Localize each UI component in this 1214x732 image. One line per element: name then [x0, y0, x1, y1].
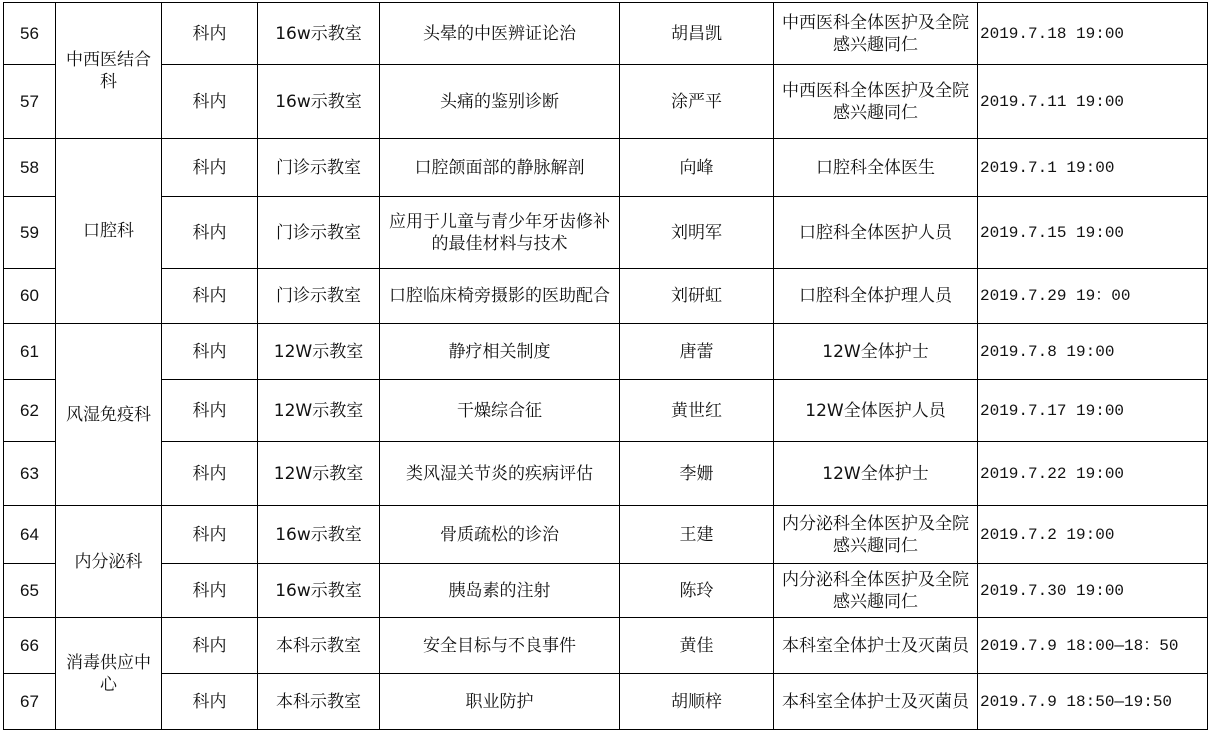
audience: 内分泌科全体医护及全院感兴趣同仁 [774, 506, 978, 564]
datetime: 2019.7.17 19:00 [978, 380, 1208, 442]
speaker: 李姗 [620, 442, 774, 506]
datetime: 2019.7.9 18:00—18：50 [978, 618, 1208, 674]
department-cell: 消毒供应中心 [56, 618, 162, 730]
department-cell: 中西医结合科 [56, 3, 162, 139]
datetime: 2019.7.22 19:00 [978, 442, 1208, 506]
table-row [4, 442, 1208, 506]
location: 本科示教室 [258, 674, 380, 730]
datetime: 2019.7.15 19:00 [978, 197, 1208, 269]
location: 12W示教室 [258, 324, 380, 380]
audience: 12W全体护士 [774, 324, 978, 380]
topic: 胰岛素的注射 [380, 564, 620, 618]
department-cell: 内分泌科 [56, 506, 162, 618]
location: 门诊示教室 [258, 139, 380, 197]
audience: 12W全体医护人员 [774, 380, 978, 442]
location: 16w示教室 [258, 564, 380, 618]
datetime: 2019.7.8 19:00 [978, 324, 1208, 380]
table-row [4, 65, 1208, 139]
speaker: 涂严平 [620, 65, 774, 139]
department-cell: 风湿免疫科 [56, 324, 162, 506]
table-row [4, 564, 1208, 618]
training-type: 科内 [162, 197, 258, 269]
datetime: 2019.7.11 19:00 [978, 65, 1208, 139]
row-number: 57 [4, 65, 56, 139]
training-type: 科内 [162, 564, 258, 618]
topic: 应用于儿童与青少年牙齿修补的最佳材料与技术 [380, 197, 620, 269]
datetime: 2019.7.30 19:00 [978, 564, 1208, 618]
audience: 本科室全体护士及灭菌员 [774, 618, 978, 674]
location: 12W示教室 [258, 380, 380, 442]
topic: 类风湿关节炎的疾病评估 [380, 442, 620, 506]
training-type: 科内 [162, 65, 258, 139]
datetime: 2019.7.1 19:00 [978, 139, 1208, 197]
row-number: 65 [4, 564, 56, 618]
location: 16w示教室 [258, 506, 380, 564]
training-type: 科内 [162, 380, 258, 442]
row-number: 60 [4, 269, 56, 324]
topic: 口腔颌面部的静脉解剖 [380, 139, 620, 197]
table-row [4, 324, 1208, 380]
row-number: 64 [4, 506, 56, 564]
datetime: 2019.7.18 19:00 [978, 3, 1208, 65]
speaker: 陈玲 [620, 564, 774, 618]
audience: 12W全体护士 [774, 442, 978, 506]
audience: 口腔科全体医护人员 [774, 197, 978, 269]
topic: 安全目标与不良事件 [380, 618, 620, 674]
row-number: 56 [4, 3, 56, 65]
speaker: 向峰 [620, 139, 774, 197]
table-row [4, 197, 1208, 269]
row-number: 63 [4, 442, 56, 506]
row-number: 61 [4, 324, 56, 380]
speaker: 胡昌凯 [620, 3, 774, 65]
training-type: 科内 [162, 269, 258, 324]
location: 16w示教室 [258, 3, 380, 65]
training-type: 科内 [162, 3, 258, 65]
audience: 口腔科全体护理人员 [774, 269, 978, 324]
training-type: 科内 [162, 506, 258, 564]
datetime: 2019.7.2 19:00 [978, 506, 1208, 564]
speaker: 黄世红 [620, 380, 774, 442]
topic: 头痛的鉴别诊断 [380, 65, 620, 139]
training-type: 科内 [162, 139, 258, 197]
speaker: 刘研虹 [620, 269, 774, 324]
table-row [4, 618, 1208, 674]
row-number: 62 [4, 380, 56, 442]
audience: 本科室全体护士及灭菌员 [774, 674, 978, 730]
topic: 职业防护 [380, 674, 620, 730]
topic: 干燥综合征 [380, 380, 620, 442]
audience: 中西医科全体医护及全院感兴趣同仁 [774, 3, 978, 65]
datetime: 2019.7.29 19：00 [978, 269, 1208, 324]
location: 16w示教室 [258, 65, 380, 139]
row-number: 67 [4, 674, 56, 730]
topic: 口腔临床椅旁摄影的医助配合 [380, 269, 620, 324]
topic: 静疗相关制度 [380, 324, 620, 380]
row-number: 59 [4, 197, 56, 269]
table-row [4, 506, 1208, 564]
speaker: 唐蕾 [620, 324, 774, 380]
topic: 头晕的中医辨证论治 [380, 3, 620, 65]
training-type: 科内 [162, 442, 258, 506]
training-schedule-table [3, 2, 1208, 730]
speaker: 黄佳 [620, 618, 774, 674]
audience: 内分泌科全体医护及全院感兴趣同仁 [774, 564, 978, 618]
audience: 口腔科全体医生 [774, 139, 978, 197]
table-row [4, 674, 1208, 730]
table-row [4, 3, 1208, 65]
table-row [4, 139, 1208, 197]
row-number: 66 [4, 618, 56, 674]
speaker: 刘明军 [620, 197, 774, 269]
row-number: 58 [4, 139, 56, 197]
datetime: 2019.7.9 18:50—19:50 [978, 674, 1208, 730]
location: 本科示教室 [258, 618, 380, 674]
location: 门诊示教室 [258, 269, 380, 324]
department-cell: 口腔科 [56, 139, 162, 324]
training-type: 科内 [162, 674, 258, 730]
audience: 中西医科全体医护及全院感兴趣同仁 [774, 65, 978, 139]
speaker: 胡顺梓 [620, 674, 774, 730]
table-row [4, 269, 1208, 324]
training-type: 科内 [162, 618, 258, 674]
location: 12W示教室 [258, 442, 380, 506]
topic: 骨质疏松的诊治 [380, 506, 620, 564]
table-row [4, 380, 1208, 442]
location: 门诊示教室 [258, 197, 380, 269]
speaker: 王建 [620, 506, 774, 564]
training-type: 科内 [162, 324, 258, 380]
